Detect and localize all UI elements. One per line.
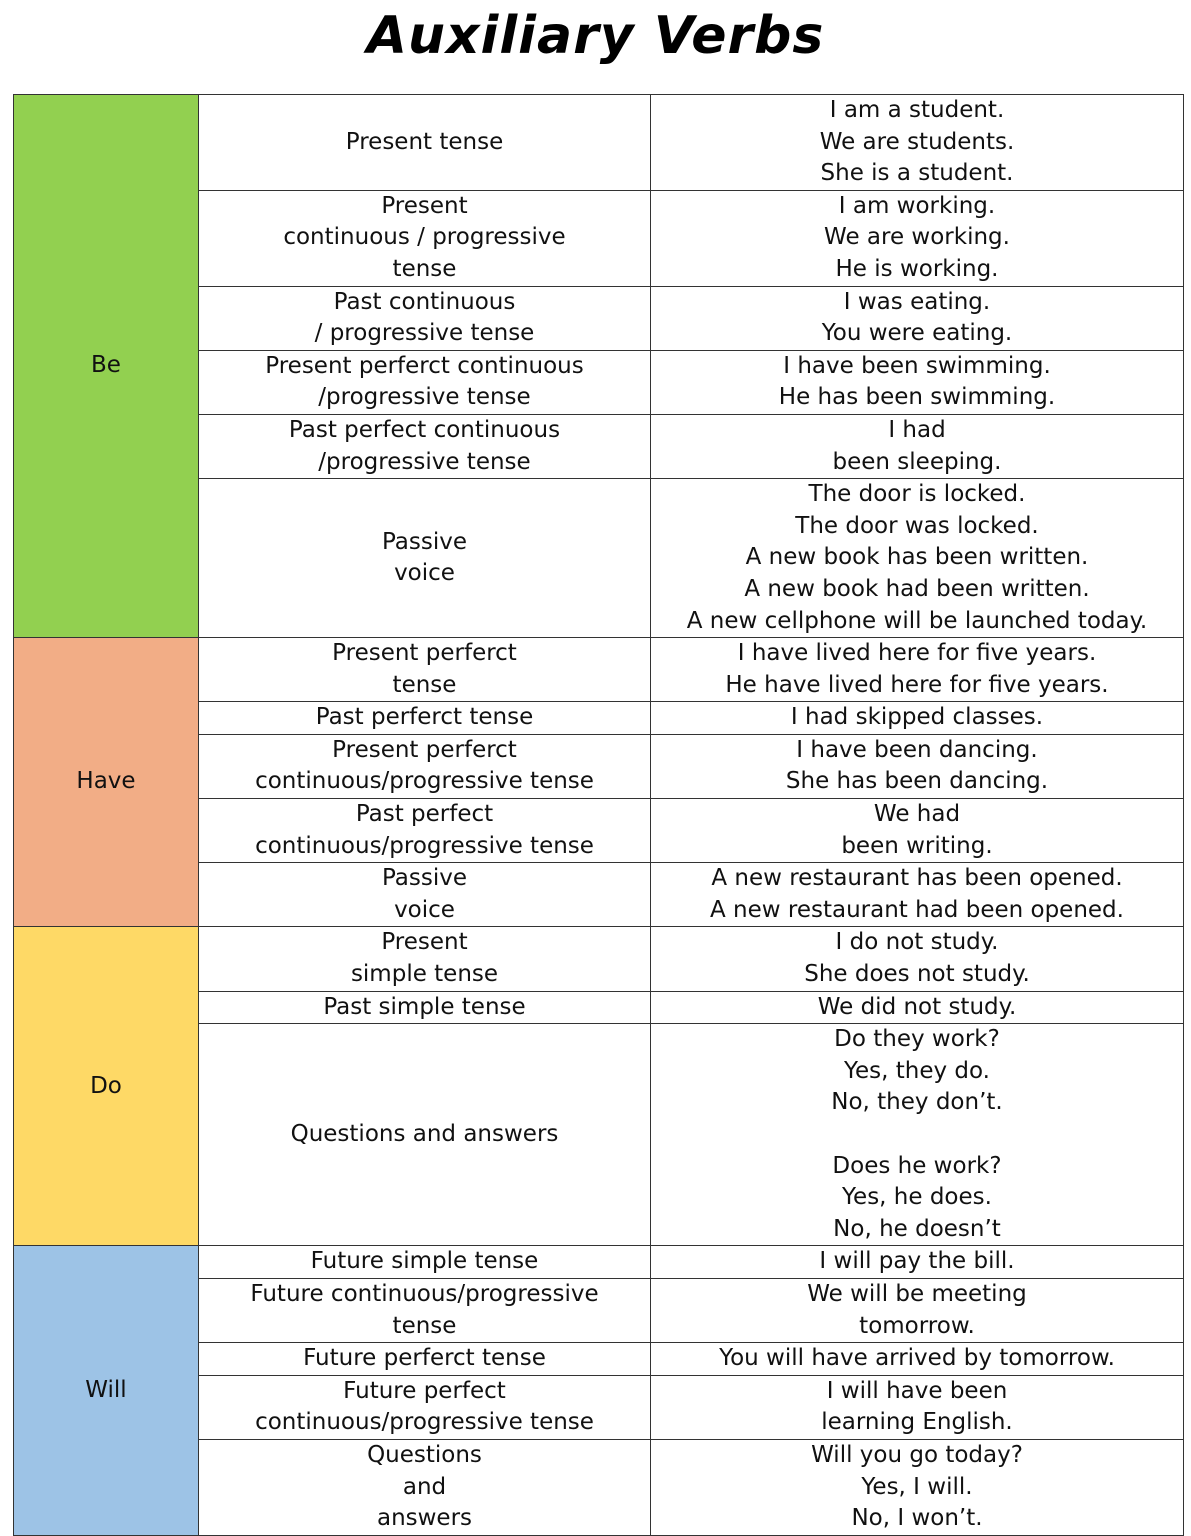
example-cell: I am working. We are working. He is working.: [651, 190, 1184, 286]
tense-cell: Past perfect continuous/progressive tense: [199, 799, 651, 863]
example-cell: I have lived here for five years. He have lived here for five years.: [651, 638, 1184, 702]
tense-cell: Future simple tense: [199, 1246, 651, 1279]
verb-cell-have: Have: [14, 638, 199, 927]
tense-cell: Present perferct continuous /progressive tense: [199, 350, 651, 414]
example-cell: I had skipped classes.: [651, 702, 1184, 735]
table-row: [14, 95, 1184, 191]
table-row: [14, 1246, 1184, 1279]
tense-cell: Future perfect continuous/progressive tense: [199, 1375, 651, 1439]
tense-cell: Future perferct tense: [199, 1343, 651, 1376]
example-cell: Will you go today? Yes, I will. No, I won’t.: [651, 1439, 1184, 1535]
example-cell: We did not study.: [651, 991, 1184, 1024]
tense-cell: Past perferct tense: [199, 702, 651, 735]
example-cell: The door is locked. The door was locked. A new book has been written. A new book had been written. A new cellphone will be launched today.: [651, 479, 1184, 638]
tense-cell: Present perferct tense: [199, 638, 651, 702]
example-cell: I have been swimming. He has been swimming.: [651, 350, 1184, 414]
tense-cell: Questions and answers: [199, 1439, 651, 1535]
example-cell: I have been dancing. She has been dancing.: [651, 734, 1184, 798]
example-cell: I am a student. We are students. She is a student.: [651, 95, 1184, 191]
example-cell: I had been sleeping.: [651, 414, 1184, 478]
tense-cell: Present continuous / progressive tense: [199, 190, 651, 286]
tense-cell: Present simple tense: [199, 927, 651, 991]
tense-cell: Past perfect continuous /progressive tense: [199, 414, 651, 478]
example-cell: I will pay the bill.: [651, 1246, 1184, 1279]
tense-cell: Passive voice: [199, 479, 651, 638]
table-row: [14, 638, 1184, 702]
example-cell: We will be meeting tomorrow.: [651, 1278, 1184, 1342]
table-row: [14, 927, 1184, 991]
example-cell: I do not study. She does not study.: [651, 927, 1184, 991]
tense-cell: Passive voice: [199, 863, 651, 927]
example-cell: We had been writing.: [651, 799, 1184, 863]
example-cell: I was eating. You were eating.: [651, 286, 1184, 350]
example-cell: You will have arrived by tomorrow.: [651, 1343, 1184, 1376]
verb-cell-will: Will: [14, 1246, 199, 1535]
auxiliary-verbs-table: [13, 94, 1184, 1536]
tense-cell: Questions and answers: [199, 1024, 651, 1246]
tense-cell: Past simple tense: [199, 991, 651, 1024]
tense-cell: Future continuous/progressive tense: [199, 1278, 651, 1342]
example-cell: Do they work? Yes, they do. No, they don’t. Does he work? Yes, he does. No, he doesn’t: [651, 1024, 1184, 1246]
verb-cell-be: Be: [14, 95, 199, 638]
page-title: Auxiliary Verbs: [366, 6, 825, 66]
tense-cell: Present tense: [199, 95, 651, 191]
tense-cell: Past continuous / progressive tense: [199, 286, 651, 350]
tense-cell: Present perferct continuous/progressive tense: [199, 734, 651, 798]
example-cell: I will have been learning English.: [651, 1375, 1184, 1439]
verb-cell-do: Do: [14, 927, 199, 1246]
example-cell: A new restaurant has been opened. A new restaurant had been opened.: [651, 863, 1184, 927]
